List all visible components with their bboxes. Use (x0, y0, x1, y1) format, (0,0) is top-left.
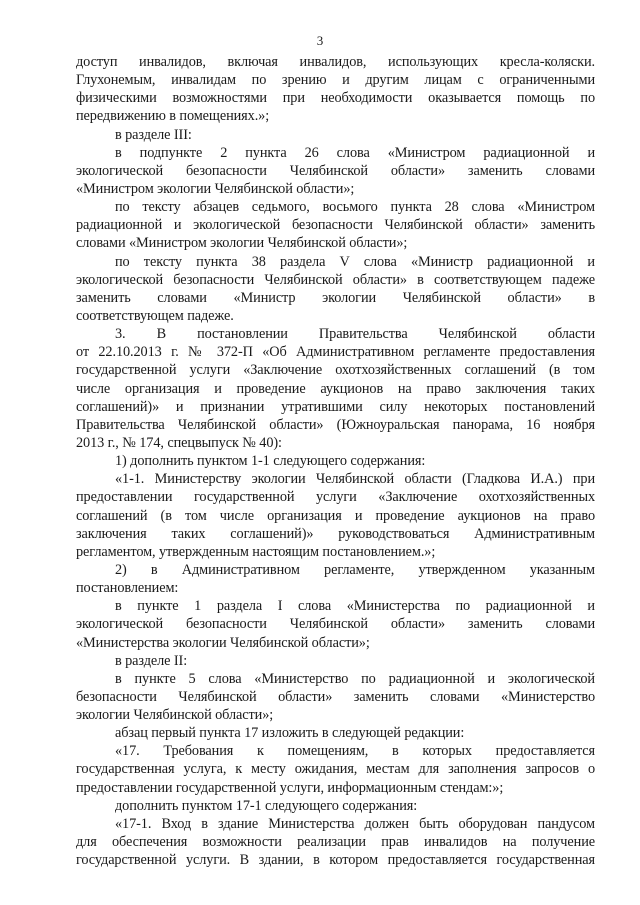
text-line: по тексту абзацев седьмого, восьмого пункта 28 слова «Министром (115, 199, 595, 216)
text-line: Глухонемым, инвалидам по зрению и другим лицам с ограниченными (76, 72, 595, 89)
text-line: государственной услуги «Заключение охотхозяйственных соглашений (в том (76, 362, 595, 379)
text-line: по тексту пункта 38 раздела V слова «Министр радиационной и (115, 253, 595, 270)
text-line: Правительства Челябинской области» (Южноуральская панорама, 16 ноября (76, 416, 595, 433)
text-line: дополнить пунктом 17-1 следующего содержания: (115, 797, 418, 814)
text-line: постановлением: (76, 580, 179, 597)
text-line: от 22.10.2013 г. № 372-П «Об Административном регламенте предоставления (76, 344, 595, 361)
text-line: радиационной и экологической безопасности Челябинской области» заменить (76, 217, 595, 234)
text-line: в разделе II: (115, 652, 188, 669)
text-line: экологической безопасности Челябинской области» заменить словами (76, 162, 595, 179)
text-line: в пункте 5 слова «Министерство по радиационной и экологической (115, 670, 595, 687)
text-line: в пункте 1 раздела I слова «Министерства по радиационной и (115, 598, 595, 615)
text-line: предоставлении государственной услуги, информационным стендам:»; (76, 779, 504, 796)
text-line: экологической безопасности Челябинской области» заменить словами (76, 616, 595, 633)
text-line: государственной услуги. В здании, в котором предоставляется государственная (76, 852, 595, 869)
text-line: предоставлении государственной услуги «Заключение охотхозяйственных (76, 489, 595, 506)
text-line: соответствующем падеже. (76, 307, 234, 324)
text-line: «1-1. Министерству экологии Челябинской области (Гладкова И.А.) при (115, 471, 595, 488)
text-line: доступ инвалидов, включая инвалидов, использующих кресла-коляски. (76, 54, 595, 70)
text-line: физическими возможностями при необходимости оказывается помощь по (76, 90, 595, 107)
text-line: безопасности Челябинской области» заменить словами «Министерство (76, 688, 595, 705)
text-line: государственная услуга, к месту ожидания, местам для заполнения запросов о (76, 761, 595, 778)
page-number: 3 (316, 33, 324, 48)
text-line: словами «Министром экологии Челябинской области»; (76, 235, 408, 252)
text-line: экологической безопасности Челябинской области» в соответствующем падеже (76, 271, 595, 288)
text-line: «17. Требования к помещениям, в которых предоставляется (115, 743, 595, 760)
text-line: «Министерства экологии Челябинской области»; (76, 634, 370, 651)
text-line: 2013 г., № 174, спецвыпуск № 40): (76, 434, 282, 451)
text-line: соглашений)» и признании утратившими силу некоторых постановлений (76, 398, 595, 415)
text-line: «17-1. Вход в здание Министерства должен быть оборудован пандусом (115, 815, 595, 832)
text-line: для обеспечения возможности реализации прав инвалидов на получение (76, 834, 595, 851)
text-line: экологии Челябинской области»; (76, 707, 274, 724)
text-line: 3. В постановлении Правительства Челябинской области (115, 326, 595, 343)
text-line: заменить словами «Министр экологии Челябинской области» в (76, 289, 595, 306)
text-line: в разделе III: (115, 126, 192, 143)
text-line: 1) дополнить пунктом 1-1 следующего содержания: (115, 453, 426, 470)
text-line: соглашений (в том числе организация и проведение аукционов на право (76, 507, 595, 524)
document-body (76, 53, 595, 869)
text-line: заключения таких соглашений)» руководствоваться Административным (76, 525, 595, 542)
text-line: 2) в Административном регламенте, утвержденном указанным (115, 561, 595, 578)
text-line: в подпункте 2 пункта 26 слова «Министром радиационной и (115, 144, 595, 161)
text-line: абзац первый пункта 17 изложить в следующей редакции: (115, 725, 465, 742)
text-line: «Министром экологии Челябинской области»; (76, 180, 355, 197)
text-line: регламентом, утвержденным настоящим постановлением.»; (76, 543, 436, 560)
text-line: числе организация и проведение аукционов на право заключения таких (76, 380, 595, 397)
text-line: передвижению в помещениях.»; (76, 108, 270, 125)
